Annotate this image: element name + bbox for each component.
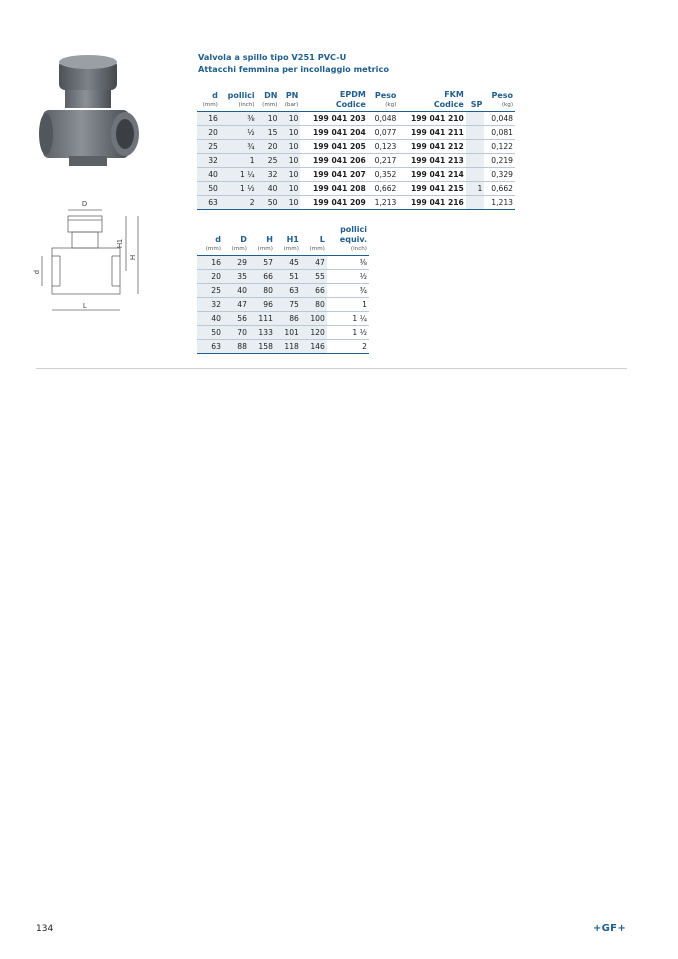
- col-L: L (mm): [301, 225, 327, 256]
- table-cell: ¾: [220, 140, 257, 154]
- dimensions-table: [197, 225, 369, 354]
- table-cell: 1,213: [368, 196, 399, 210]
- table-cell: 0,123: [368, 140, 399, 154]
- table-cell: 80: [249, 284, 275, 298]
- table-cell: 0,352: [368, 168, 399, 182]
- col-d: d (mm): [197, 90, 220, 112]
- table-cell: [466, 126, 485, 140]
- table-cell: 45: [275, 256, 301, 270]
- table-cell: 40: [197, 168, 220, 182]
- table-cell: 29: [223, 256, 249, 270]
- table-cell: 32: [197, 298, 223, 312]
- divider-line: [36, 368, 627, 369]
- table-cell: 10: [279, 112, 300, 126]
- table-cell: 51: [275, 270, 301, 284]
- title-line-1: Valvola a spillo tipo V251 PVC-U: [198, 52, 347, 62]
- table-cell: 10: [279, 140, 300, 154]
- table-cell: 146: [301, 340, 327, 354]
- table-cell: 10: [279, 168, 300, 182]
- table-cell: 1 ¼: [327, 312, 369, 326]
- table-cell: ⅜: [327, 256, 369, 270]
- table-cell: 32: [257, 168, 280, 182]
- drawing-label-H1: H1: [117, 239, 124, 248]
- table-cell: 199 041 206: [300, 154, 367, 168]
- col-pollici-equiv: pollici equiv. (inch): [327, 225, 369, 256]
- table-cell: ⅜: [220, 112, 257, 126]
- table-cell: 199 041 212: [398, 140, 465, 154]
- table-cell: 10: [279, 154, 300, 168]
- drawing-label-H: H: [130, 254, 137, 260]
- table-cell: 199 041 214: [398, 168, 465, 182]
- table-cell: 55: [301, 270, 327, 284]
- table-cell: 16: [197, 256, 223, 270]
- technical-drawing: [24, 198, 154, 320]
- table-cell: 120: [301, 326, 327, 340]
- table-cell: 2: [327, 340, 369, 354]
- table-cell: 56: [223, 312, 249, 326]
- table-cell: 35: [223, 270, 249, 284]
- table-cell: 158: [249, 340, 275, 354]
- table-cell: 118: [275, 340, 301, 354]
- table-cell: 47: [223, 298, 249, 312]
- table-cell: ¾: [327, 284, 369, 298]
- table-cell: 32: [197, 154, 220, 168]
- table-cell: ½: [220, 126, 257, 140]
- table-cell: [466, 196, 485, 210]
- table-cell: 0,217: [368, 154, 399, 168]
- page-number: 134: [36, 924, 54, 934]
- table-cell: 25: [257, 154, 280, 168]
- table-cell: 199 041 210: [398, 112, 465, 126]
- table-cell: 63: [275, 284, 301, 298]
- col-epdm-codice: EPDM Codice: [300, 90, 367, 112]
- table-row: [197, 182, 515, 196]
- table-cell: 2: [220, 196, 257, 210]
- gf-logo: +GF+: [593, 923, 626, 934]
- table-cell: 199 041 204: [300, 126, 367, 140]
- table-cell: 40: [223, 284, 249, 298]
- table-row: [197, 326, 369, 340]
- table-cell: [466, 140, 485, 154]
- table-cell: [466, 154, 485, 168]
- table-cell: 20: [197, 126, 220, 140]
- drawing-label-D: D: [82, 201, 88, 208]
- table-row: [197, 112, 515, 126]
- table-cell: 20: [257, 140, 280, 154]
- table-cell: [466, 168, 485, 182]
- col-dn: DN (mm): [257, 90, 280, 112]
- table-cell: 16: [197, 112, 220, 126]
- table-cell: 199 041 215: [398, 182, 465, 196]
- table-cell: 57: [249, 256, 275, 270]
- col-fkm-codice: FKM Codice: [398, 90, 465, 112]
- table-row: [197, 154, 515, 168]
- table-row: [197, 196, 515, 210]
- table-cell: 0,122: [484, 140, 515, 154]
- col-H1: H1 (mm): [275, 225, 301, 256]
- table-cell: 15: [257, 126, 280, 140]
- table-cell: 10: [279, 196, 300, 210]
- table-cell: 199 041 203: [300, 112, 367, 126]
- table-cell: 63: [197, 196, 220, 210]
- title-line-2: Attacchi femmina per incollaggio metrico: [198, 63, 389, 74]
- table-cell: 0,662: [484, 182, 515, 196]
- table-row: [197, 340, 369, 354]
- table-cell: 199 041 208: [300, 182, 367, 196]
- table-cell: 101: [275, 326, 301, 340]
- table-row: [197, 126, 515, 140]
- table-row: [197, 298, 369, 312]
- col-pn: PN (bar): [279, 90, 300, 112]
- table-cell: 66: [301, 284, 327, 298]
- table-cell: 0,048: [368, 112, 399, 126]
- table-cell: 199 041 216: [398, 196, 465, 210]
- table-cell: 25: [197, 140, 220, 154]
- table-cell: 199 041 205: [300, 140, 367, 154]
- table-cell: 1: [220, 154, 257, 168]
- table-cell: 10: [279, 126, 300, 140]
- col-d: d (mm): [197, 225, 223, 256]
- table-row: [197, 256, 369, 270]
- col-D: D (mm): [223, 225, 249, 256]
- table-cell: 10: [257, 112, 280, 126]
- table-cell: 0,048: [484, 112, 515, 126]
- col-H: H (mm): [249, 225, 275, 256]
- table-row: [197, 140, 515, 154]
- table-cell: 199 041 209: [300, 196, 367, 210]
- col-peso-fkm: Peso (kg): [484, 90, 515, 112]
- table-cell: 88: [223, 340, 249, 354]
- table-cell: 50: [197, 326, 223, 340]
- product-title: [198, 52, 389, 75]
- table-cell: 0,219: [484, 154, 515, 168]
- table-cell: 1 ½: [327, 326, 369, 340]
- table-cell: 96: [249, 298, 275, 312]
- table-cell: 0,077: [368, 126, 399, 140]
- table-cell: 63: [197, 340, 223, 354]
- table-cell: 1 ¼: [220, 168, 257, 182]
- table-cell: 111: [249, 312, 275, 326]
- table-cell: 50: [257, 196, 280, 210]
- table-cell: 47: [301, 256, 327, 270]
- table-cell: 70: [223, 326, 249, 340]
- table-cell: 66: [249, 270, 275, 284]
- table-cell: 0,081: [484, 126, 515, 140]
- table-cell: 1 ½: [220, 182, 257, 196]
- table-cell: [466, 112, 485, 126]
- table-cell: 0,662: [368, 182, 399, 196]
- table-cell: 133: [249, 326, 275, 340]
- table-row: [197, 168, 515, 182]
- table-cell: 40: [197, 312, 223, 326]
- valve-photo: [33, 52, 143, 192]
- table-cell: 0,329: [484, 168, 515, 182]
- table-cell: 199 041 213: [398, 154, 465, 168]
- table-cell: 10: [279, 182, 300, 196]
- col-sp: SP: [466, 90, 485, 112]
- codes-table: [197, 90, 515, 210]
- table-cell: 199 041 207: [300, 168, 367, 182]
- table-cell: 20: [197, 270, 223, 284]
- drawing-label-d: d: [34, 270, 41, 274]
- table-cell: 50: [197, 182, 220, 196]
- table-cell: 25: [197, 284, 223, 298]
- table-row: [197, 284, 369, 298]
- table-cell: ½: [327, 270, 369, 284]
- table-cell: 1: [466, 182, 485, 196]
- table-cell: 80: [301, 298, 327, 312]
- table-cell: 1: [327, 298, 369, 312]
- table-row: [197, 312, 369, 326]
- table-cell: 40: [257, 182, 280, 196]
- drawing-label-L: L: [83, 303, 87, 310]
- table-cell: 199 041 211: [398, 126, 465, 140]
- table-row: [197, 270, 369, 284]
- table-cell: 1,213: [484, 196, 515, 210]
- col-peso-epdm: Peso (kg): [368, 90, 399, 112]
- col-pollici: pollici (inch): [220, 90, 257, 112]
- table-cell: 100: [301, 312, 327, 326]
- table-cell: 75: [275, 298, 301, 312]
- table-cell: 86: [275, 312, 301, 326]
